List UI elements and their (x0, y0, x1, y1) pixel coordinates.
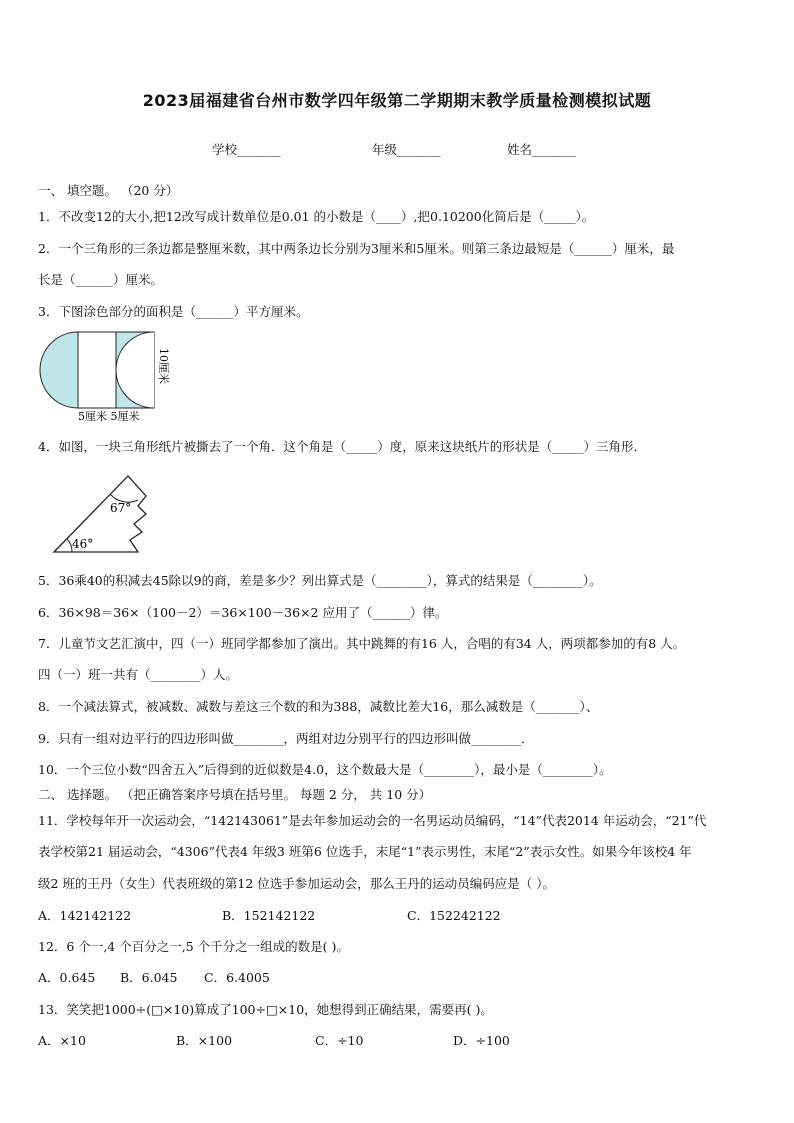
q12-option-a: A．0.645 (38, 970, 96, 985)
question-11-line3: 级2 班的王丹（女生）代表班级的第12 位选手参加运动会，那么王丹的运动员编码应是（ ）。 (38, 876, 556, 891)
question-7-line1: 7．儿童节文艺汇演中，四（一）班同学都参加了演出。其中跳舞的有16 人，合唱的有34 人，两项都参加的有8 人。 (38, 636, 686, 651)
question-6: 6．36×98＝36×（100－2）＝36×100－36×2 应用了（______）律。 (38, 605, 448, 620)
question-9: 9．只有一组对边平行的四边形叫做________，两组对边分别平行的四边形叫做________． (38, 731, 534, 746)
question-3: 3．下图涂色部分的面积是（______）平方厘米。 (38, 304, 309, 319)
section1-heading: 一、 填空题。 （20 分） (38, 183, 179, 198)
question-2-line2: 长是（______）厘米。 (38, 272, 164, 287)
question-11-line2: 表学校第21 届运动会，“4306”代表4 年级3 班第6 位选手，末尾“1”表示男性，末尾“2”表示女性。如果今年该校4 年 (38, 844, 692, 859)
question-11-line1: 11．学校每年开一次运动会，“142143061”是去年参加运动会的一名男运动员编码，“14”代表2014 年运动会，“21”代 (38, 813, 707, 828)
q13-option-a: A．×10 (38, 1033, 86, 1048)
question-2-line1: 2．一个三角形的三条边都是整厘米数，其中两条边长分别为3厘米和5厘米。则第三条边最短是（______）厘米，最 (38, 241, 675, 256)
q11-option-b: B．152142122 (222, 908, 316, 923)
question-4-figure (50, 466, 160, 562)
question-10: 10．一个三位小数“四舍五入”后得到的近似数是4.0，这个数最大是（________），最小是（________）。 (38, 762, 612, 777)
q12-option-c: C．6.4005 (204, 970, 270, 985)
school-field: 学校_______ (212, 142, 281, 157)
grade-field: 年级_______ (372, 142, 441, 157)
left-rectangle (78, 332, 116, 408)
question-1: 1．不改变12的大小,把12改写成计数单位是0.01 的小数是（____）,把0.10200化简后是（_____）。 (38, 209, 595, 224)
question-5: 5．36乘40的积减去45除以9的商，差是多少？列出算式是（________），算式的结果是（________）。 (38, 573, 602, 588)
q13-option-c: C．÷10 (315, 1033, 364, 1048)
question-7-line2: 四（一）班一共有（________）人。 (38, 667, 239, 682)
question-3-figure (38, 328, 188, 432)
q12-option-b: B．6.045 (120, 970, 178, 985)
exam-title: 2023届福建省台州市数学四年级第二学期期末教学质量检测模拟试题 (142, 91, 652, 110)
left-semicircle (40, 332, 78, 408)
angle-top-label: 67° (110, 501, 132, 515)
name-field: 姓名_______ (507, 142, 576, 157)
figure-side-label: 10厘米 (157, 348, 170, 384)
question-8: 8．一个减法算式，被减数、减数与差这三个数的和为388，减数比差大16，那么减数是（_______）、 (38, 699, 599, 714)
q13-option-b: B．×100 (176, 1033, 233, 1048)
q11-option-a: A．142142122 (38, 908, 132, 923)
figure-bottom-label: 5厘米 5厘米 (78, 410, 140, 423)
q13-option-d: D．÷100 (453, 1033, 510, 1048)
section2-heading: 二、 选择题。 （把正确答案序号填在括号里。 每题 2 分， 共 10 分） (38, 787, 432, 802)
q11-option-c: C．152242122 (407, 908, 501, 923)
question-4: 4．如图，一块三角形纸片被撕去了一个角．这个角是（_____）度，原来这块纸片的形状是（_____）三角形． (38, 439, 646, 454)
angle-bottom-label: 46° (72, 537, 94, 551)
question-13: 13．笑笑把1000÷(□×10)算成了100÷□×10，她想得到正确结果，需要再( )。 (38, 1002, 493, 1017)
question-12: 12．6 个一,4 个百分之一,5 个千分之一组成的数是( )。 (38, 939, 349, 954)
